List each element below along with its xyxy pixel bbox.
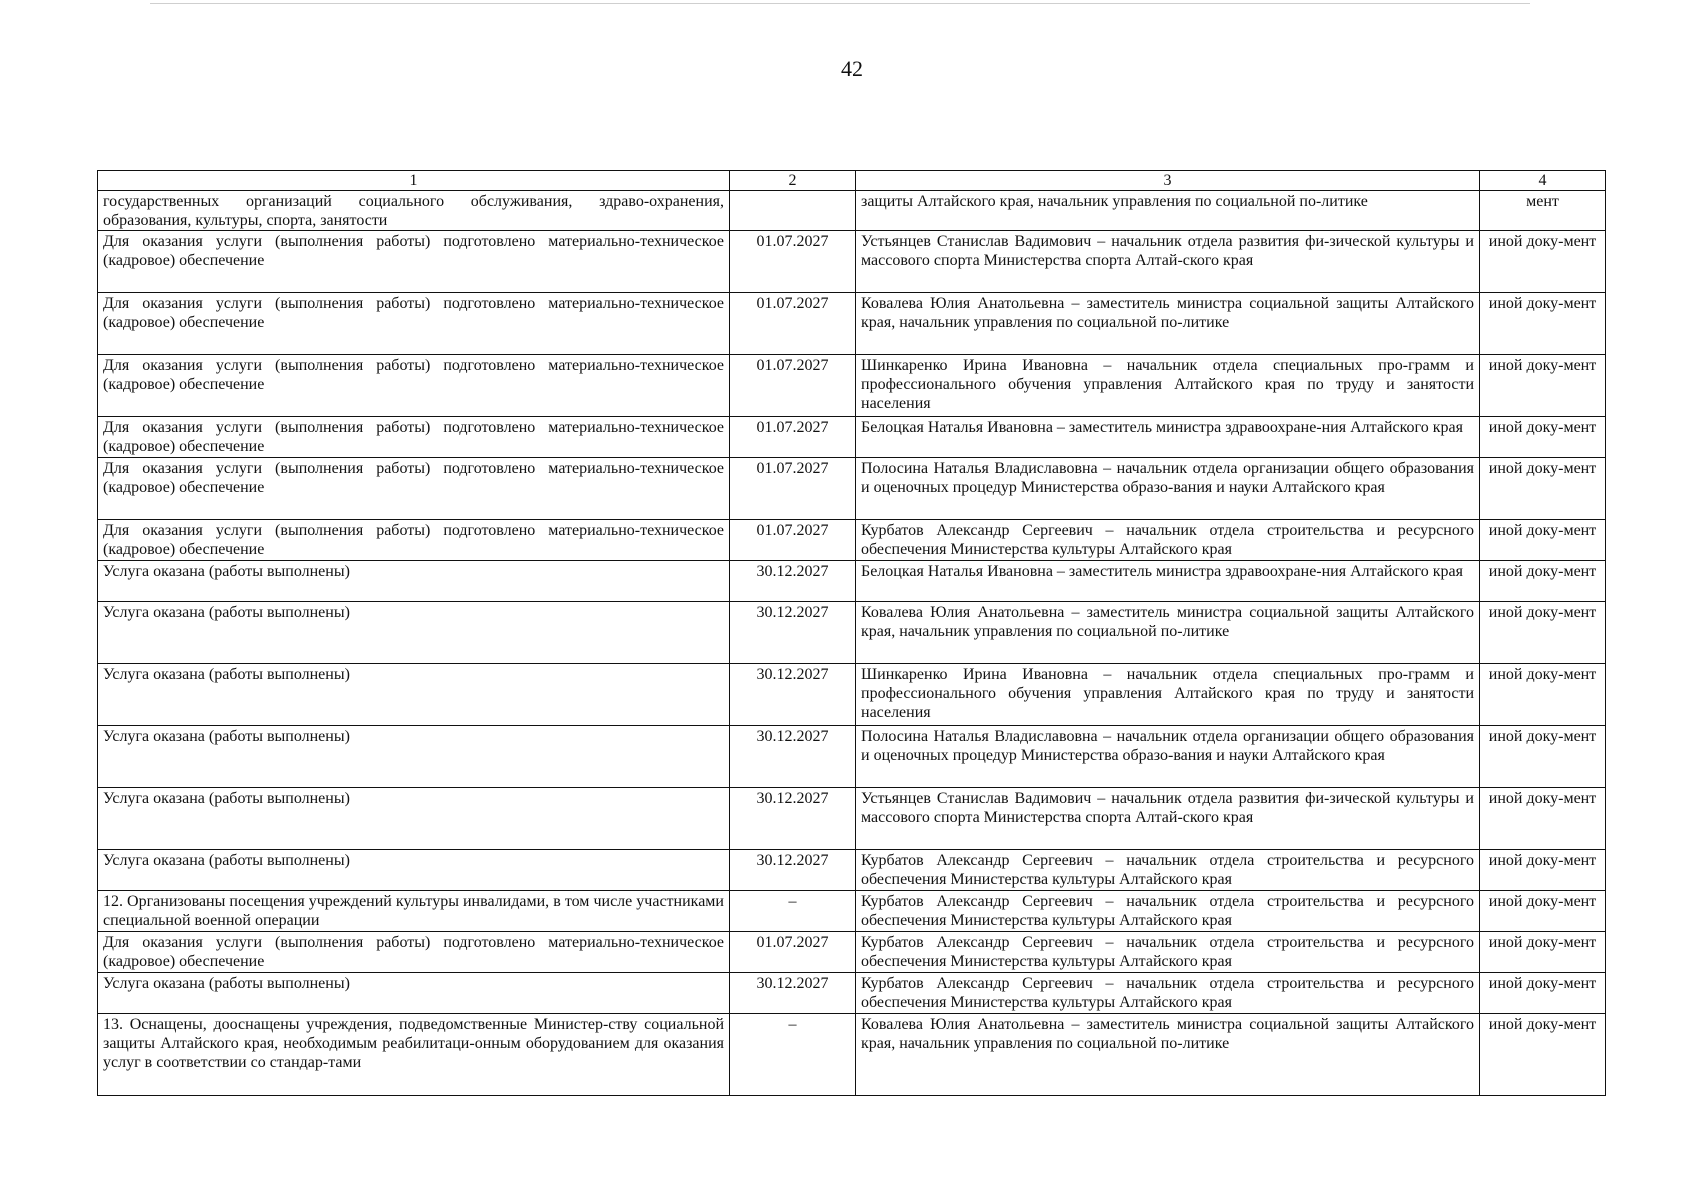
- table-row: [98, 1014, 1606, 1096]
- measure-cell: Для оказания услуги (выполнения работы) подготовлено материально-техническое (кадровое) обеспечение: [98, 520, 730, 561]
- document-type-cell: иной доку-мент: [1480, 1014, 1606, 1096]
- table-row: [98, 973, 1606, 1014]
- date-cell: –: [730, 1014, 856, 1096]
- date-cell: [730, 191, 856, 231]
- measure-cell: Для оказания услуги (выполнения работы) подготовлено материально-техническое (кадровое) обеспечение: [98, 231, 730, 293]
- page-number: 42: [841, 56, 863, 81]
- responsible-cell: Ковалева Юлия Анатольевна – заместитель министра социальной защиты Алтайского края, начальник управления по социальной по-литике: [856, 293, 1480, 355]
- date-cell: 01.07.2027: [730, 932, 856, 973]
- date-cell: 30.12.2027: [730, 602, 856, 664]
- responsible-cell: Курбатов Александр Сергеевич – начальник отдела строительства и ресурсного обеспечения Министерства культуры Алтайского края: [856, 520, 1480, 561]
- document-type-cell: иной доку-мент: [1480, 293, 1606, 355]
- date-cell: 30.12.2027: [730, 561, 856, 602]
- responsible-cell: Полосина Наталья Владиславовна – начальник отдела организации общего образования и оценочных процедур Министерства образо-вания и науки Алтайского края: [856, 726, 1480, 788]
- date-cell: 30.12.2027: [730, 850, 856, 891]
- measure-cell: государственных организаций социального обслуживания, здраво-охранения, образования, культуры, спорта, занятости: [98, 191, 730, 231]
- date-cell: 01.07.2027: [730, 520, 856, 561]
- document-type-cell: иной доку-мент: [1480, 458, 1606, 520]
- table-row: [98, 561, 1606, 602]
- date-cell: 01.07.2027: [730, 231, 856, 293]
- measure-cell: Услуга оказана (работы выполнены): [98, 602, 730, 664]
- responsible-cell: Курбатов Александр Сергеевич – начальник отдела строительства и ресурсного обеспечения Министерства культуры Алтайского края: [856, 932, 1480, 973]
- document-type-cell: иной доку-мент: [1480, 355, 1606, 417]
- date-cell: –: [730, 891, 856, 932]
- document-type-cell: иной доку-мент: [1480, 561, 1606, 602]
- document-type-cell: иной доку-мент: [1480, 891, 1606, 932]
- date-cell: 30.12.2027: [730, 788, 856, 850]
- measure-cell: Услуга оказана (работы выполнены): [98, 561, 730, 602]
- measure-cell: Услуга оказана (работы выполнены): [98, 850, 730, 891]
- date-cell: 30.12.2027: [730, 664, 856, 726]
- responsible-cell: Курбатов Александр Сергеевич – начальник отдела строительства и ресурсного обеспечения Министерства культуры Алтайского края: [856, 891, 1480, 932]
- measure-cell: Для оказания услуги (выполнения работы) подготовлено материально-техническое (кадровое) обеспечение: [98, 293, 730, 355]
- date-cell: 01.07.2027: [730, 293, 856, 355]
- responsible-cell: Ковалева Юлия Анатольевна – заместитель министра социальной защиты Алтайского края, начальник управления по социальной по-литике: [856, 1014, 1480, 1096]
- document-type-cell: иной доку-мент: [1480, 850, 1606, 891]
- table-row: [98, 788, 1606, 850]
- table-row: [98, 191, 1606, 231]
- document-type-cell: иной доку-мент: [1480, 602, 1606, 664]
- responsible-cell: Курбатов Александр Сергеевич – начальник отдела строительства и ресурсного обеспечения Министерства культуры Алтайского края: [856, 850, 1480, 891]
- date-cell: 30.12.2027: [730, 973, 856, 1014]
- column-header: 1: [98, 171, 730, 191]
- responsible-cell: Белоцкая Наталья Ивановна – заместитель министра здравоохране-ния Алтайского края: [856, 561, 1480, 602]
- column-header: 2: [730, 171, 856, 191]
- document-type-cell: иной доку-мент: [1480, 664, 1606, 726]
- document-type-cell: иной доку-мент: [1480, 932, 1606, 973]
- table-row: [98, 932, 1606, 973]
- table-row: [98, 293, 1606, 355]
- measure-cell: Для оказания услуги (выполнения работы) подготовлено материально-техническое (кадровое) обеспечение: [98, 355, 730, 417]
- document-type-cell: иной доку-мент: [1480, 726, 1606, 788]
- measure-cell: Для оказания услуги (выполнения работы) подготовлено материально-техническое (кадровое) обеспечение: [98, 458, 730, 520]
- document-type-cell: иной доку-мент: [1480, 520, 1606, 561]
- table-row: [98, 231, 1606, 293]
- measure-cell: Услуга оказана (работы выполнены): [98, 788, 730, 850]
- table-row: [98, 850, 1606, 891]
- responsible-cell: Шинкаренко Ирина Ивановна – начальник отдела специальных про-грамм и профессионального обучения управления Алтайского края по труду и занятости населения: [856, 664, 1480, 726]
- document-type-cell: иной доку-мент: [1480, 417, 1606, 458]
- responsible-cell: Ковалева Юлия Анатольевна – заместитель министра социальной защиты Алтайского края, начальник управления по социальной по-литике: [856, 602, 1480, 664]
- table-row: [98, 458, 1606, 520]
- column-header: 3: [856, 171, 1480, 191]
- document-type-cell: мент: [1480, 191, 1606, 231]
- table-row: [98, 664, 1606, 726]
- table-row: [98, 891, 1606, 932]
- table-row: [98, 417, 1606, 458]
- responsible-cell: Шинкаренко Ирина Ивановна – начальник отдела специальных про-грамм и профессионального обучения управления Алтайского края по труду и занятости населения: [856, 355, 1480, 417]
- table-row: [98, 602, 1606, 664]
- date-cell: 01.07.2027: [730, 417, 856, 458]
- column-header-row: [98, 171, 1606, 191]
- column-header: 4: [1480, 171, 1606, 191]
- table-row: [98, 726, 1606, 788]
- measure-cell: Услуга оказана (работы выполнены): [98, 973, 730, 1014]
- measure-cell: 13. Оснащены, дооснащены учреждения, подведомственные Министер-ству социальной защиты Алтайского края, необходимым реабилитаци-онным оборудованием для оказания услуг в соответствии со стандар-тами: [98, 1014, 730, 1096]
- scan-edge-line: [150, 3, 1530, 4]
- responsible-cell: Белоцкая Наталья Ивановна – заместитель министра здравоохране-ния Алтайского края: [856, 417, 1480, 458]
- responsible-cell: Полосина Наталья Владиславовна – начальник отдела организации общего образования и оценочных процедур Министерства образо-вания и науки Алтайского края: [856, 458, 1480, 520]
- document-table: [97, 170, 1606, 1096]
- date-cell: 30.12.2027: [730, 726, 856, 788]
- responsible-cell: Курбатов Александр Сергеевич – начальник отдела строительства и ресурсного обеспечения Министерства культуры Алтайского края: [856, 973, 1480, 1014]
- table-row: [98, 520, 1606, 561]
- measure-cell: Услуга оказана (работы выполнены): [98, 726, 730, 788]
- document-type-cell: иной доку-мент: [1480, 231, 1606, 293]
- responsible-cell: Устьянцев Станислав Вадимович – начальник отдела развития фи-зической культуры и массового спорта Министерства спорта Алтай-ского края: [856, 788, 1480, 850]
- measure-cell: 12. Организованы посещения учреждений культуры инвалидами, в том числе участниками специальной военной операции: [98, 891, 730, 932]
- table-row: [98, 355, 1606, 417]
- document-type-cell: иной доку-мент: [1480, 973, 1606, 1014]
- measure-cell: Для оказания услуги (выполнения работы) подготовлено материально-техническое (кадровое) обеспечение: [98, 417, 730, 458]
- document-type-cell: иной доку-мент: [1480, 788, 1606, 850]
- date-cell: 01.07.2027: [730, 458, 856, 520]
- measure-cell: Для оказания услуги (выполнения работы) подготовлено материально-техническое (кадровое) обеспечение: [98, 932, 730, 973]
- responsible-cell: Устьянцев Станислав Вадимович – начальник отдела развития фи-зической культуры и массового спорта Министерства спорта Алтай-ского края: [856, 231, 1480, 293]
- measure-cell: Услуга оказана (работы выполнены): [98, 664, 730, 726]
- responsible-cell: защиты Алтайского края, начальник управления по социальной по-литике: [856, 191, 1480, 231]
- date-cell: 01.07.2027: [730, 355, 856, 417]
